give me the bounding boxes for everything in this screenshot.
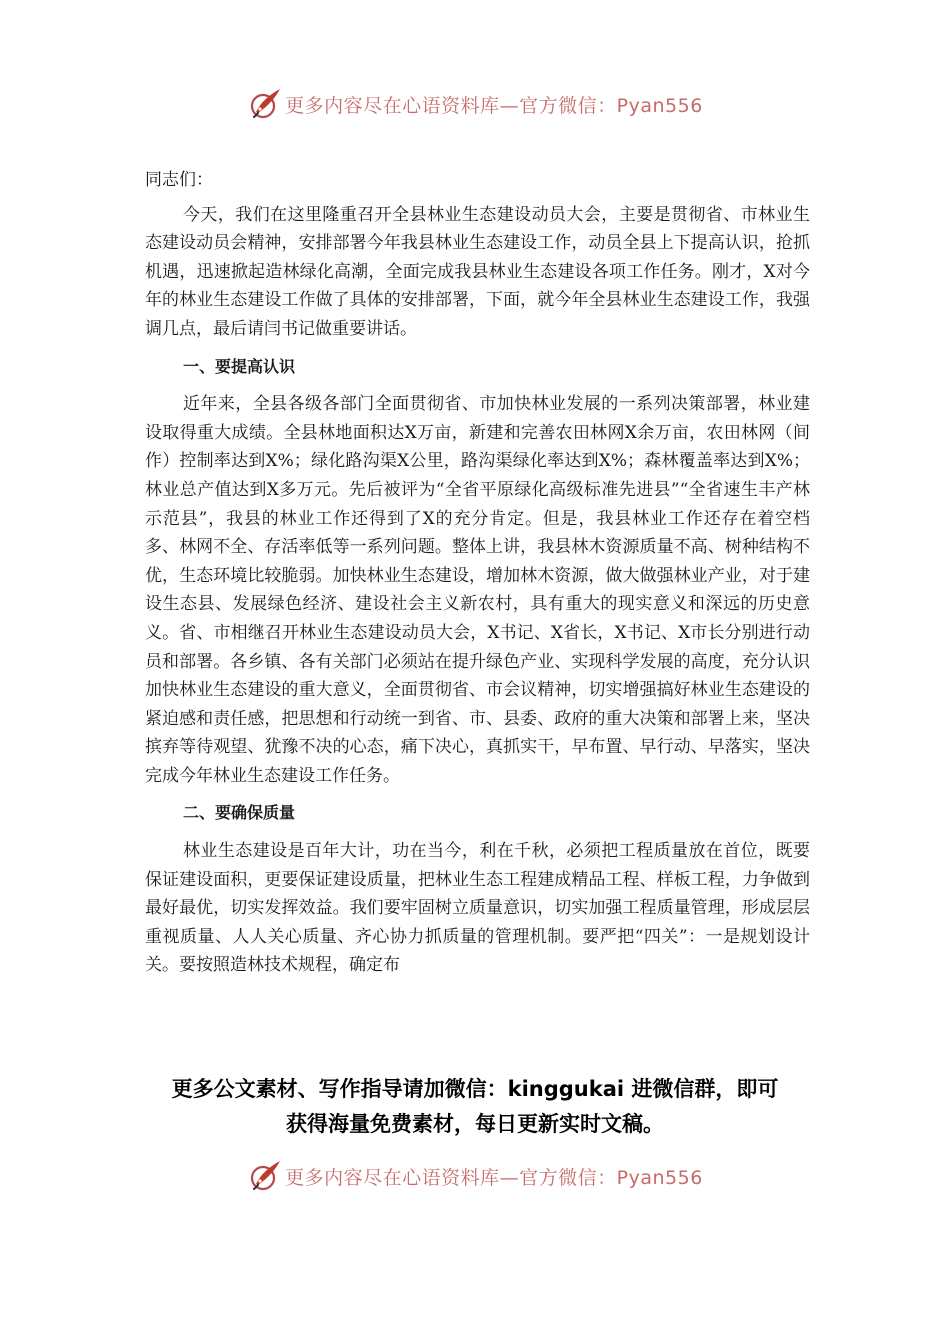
section-2-paragraph: 林业生态建设是百年大计，功在当今，利在千秋，必须把工程质量放在首位，既要保证建设面积，更要保证建设质量，把林业生态工程建成精品工程、样板工程，力争做到最好最优，切实发挥效益。我们要牢固树立质量意识，切实加强工程质量管理，形成层层重视质量、人人关心质量、齐心协力抓质量的管理机制。要严把“四关”：一是规划设计关。要按照造林技术规程，确定布 [145,841,810,976]
section-heading-1: 一、要提高认识 [183,356,296,376]
promo-notice [0,1072,950,1142]
quill-pen-icon [247,86,283,122]
salutation: 同志们： [145,170,213,190]
section-1-paragraph: 近年来，全县各级各部门全面贯彻省、市加快林业发展的一系列决策部署，林业建设取得重大成绩。全县林地面积达X万亩，新建和完善农田林网X余万亩，农田林网（间作）控制率达到X%；绿化路沟渠X公里，路沟渠绿化率达到X%；森林覆盖率达到X%；林业总产值达到X多万元。先后被评为“全省平原绿化高级标准先进县”“全省速生丰产林示范县”，我县的林业工作还得到了X的充分肯定。但是，我县林业工作还存在着空档多、林网不全、存活率低等一系列问题。整体上讲，我县林木资源质量不高、树种结构不优，生态环境比较脆弱。加快林业生态建设，增加林木资源，做大做强林业产业，对于建设生态县、发展绿色经济、建设社会主义新农村，具有重大的现实意义和深远的历史意义。省、市相继召开林业生态建设动员大会，X书记、X省长，X书记、X市长分别进行动员和部署。各乡镇、各有关部门必须站在提升绿色产业、实现科学发展的高度，充分认识加快林业生态建设的重大意义，全面贯彻省、市会议精神，切实增强搞好林业生态建设的紧迫感和责任感，把思想和行动统一到省、市、县委、政府的重大决策和部署上来，坚决摈弃等待观望、犹豫不决的心态，痛下决心，真抓实干，早布置、早行动、早落实，坚决完成今年林业生态建设工作任务。 [145,394,810,786]
header-watermark [0,84,950,124]
intro-paragraph: 今天，我们在这里隆重召开全县林业生态建设动员大会，主要是贯彻省、市林业生态建设动员会精神，安排部署今年我县林业生态建设工作，动员全县上下提高认识，抢抓机遇，迅速掀起造林绿化高潮，全面完成我县林业生态建设各项工作任务。刚才，X对今年的林业生态建设工作做了具体的安排部署，下面，就今年全县林业生态建设工作，我强调几点，最后请闫书记做重要讲话。 [145,204,810,339]
promo-line-2: 获得海量免费素材，每日更新实时文稿。 [286,1112,664,1136]
watermark-text: 更多内容尽在心语资料库—官方微信：Pyan556 [285,1166,703,1189]
quill-pen-icon [247,1158,283,1194]
section-heading-2: 二、要确保质量 [183,803,296,823]
promo-line-1: 更多公文素材、写作指导请加微信：kinggukai 进微信群，即可 [171,1077,779,1101]
footer-watermark [0,1156,950,1196]
watermark-text: 更多内容尽在心语资料库—官方微信：Pyan556 [285,94,703,117]
document-body [145,166,810,989]
watermark-wechat-id: Pyan556 [616,94,703,117]
watermark-wechat-id: Pyan556 [616,1166,703,1189]
